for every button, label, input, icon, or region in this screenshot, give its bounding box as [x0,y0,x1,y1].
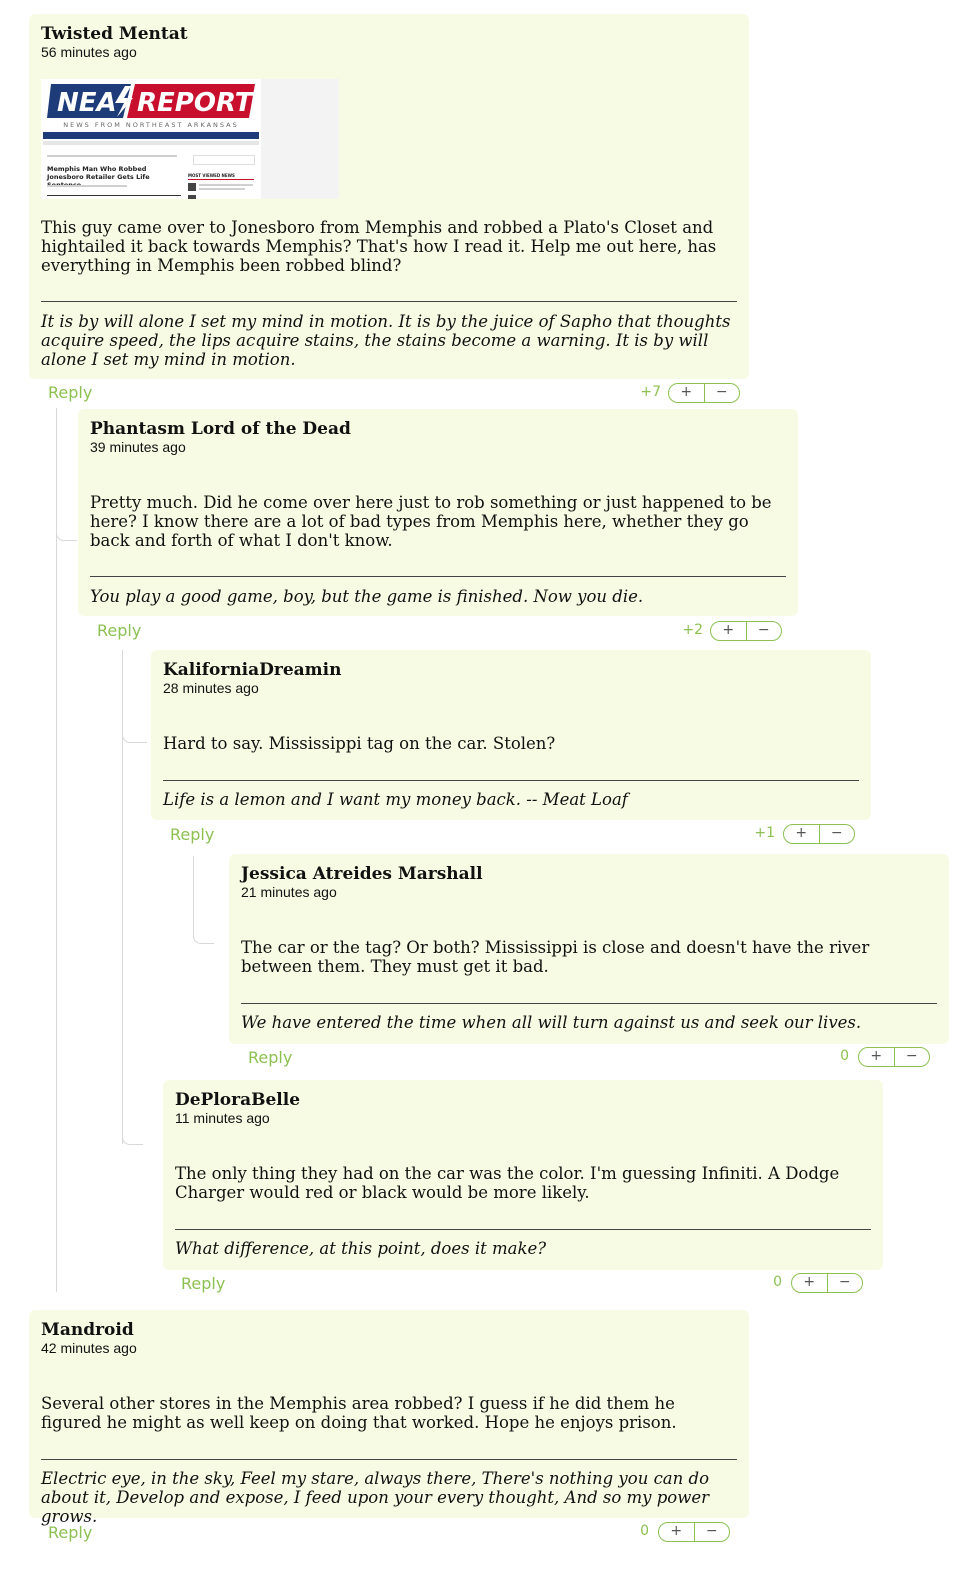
reply-button[interactable]: Reply [48,383,93,402]
upvote-button[interactable]: + [803,1274,816,1290]
vote-score: +1 [754,825,775,841]
comment-signature: Life is a lemon and I want my money back. -- Meat Loaf [163,790,628,809]
comment-body: This guy came over to Jonesboro from Memphis and robbed a Plato's Closet and hightailed it back towards Memphis? That's how I read it. Help me out here, has everything in Memphis been robbed blind? [41,218,717,275]
reply-button[interactable]: Reply [181,1274,226,1293]
comment-card [163,1080,883,1270]
preview-sidebar-rule [188,179,254,180]
comment-card [78,409,798,616]
upvote-button[interactable]: + [870,1048,883,1064]
vote-control [658,1522,730,1542]
thread-elbow-level-2b [122,1124,143,1145]
preview-breadcrumb-line [47,155,177,157]
comment-author[interactable]: Twisted Mentat [41,24,188,44]
preview-nav-bar [43,132,259,139]
preview-sidebar-line [199,184,253,186]
comment-body: Pretty much. Did he come over here just to rob something or just happened to be here? I know there are a lot of bad types from Memphis here, whether they go back and forth of what I don't know. [90,493,772,550]
comment-body: Several other stores in the Memphis area robbed? I guess if he did them he figured he might as well keep on doing that worked. Hope he enjoys prison. [41,1394,677,1432]
vote-score: 0 [840,1048,849,1064]
preview-sidebar-line [199,188,245,190]
vote-control [791,1273,863,1293]
comment-card [229,854,949,1044]
logo-text-right: REPORT [137,88,253,118]
comment-signature: We have entered the time when all will turn against us and seek our lives. [241,1013,862,1032]
signature-divider [41,301,737,302]
vote-score: +7 [640,384,661,400]
signature-divider [90,576,786,577]
preview-headline: Memphis Man Who Robbed Jonesboro Retailer Gets Life [47,165,150,181]
reply-button[interactable]: Reply [48,1523,93,1542]
vote-score: 0 [773,1274,782,1290]
logo-text-left: NEA [57,88,117,118]
comment-signature: What difference, at this point, does it make? [175,1239,547,1258]
downvote-button[interactable]: − [746,622,782,640]
comment-card [29,1310,749,1526]
reply-button[interactable]: Reply [170,825,215,844]
comment-card [29,14,749,379]
downvote-button[interactable]: − [704,384,740,402]
upvote-button[interactable]: + [670,1523,683,1539]
link-preview-page [41,79,261,199]
thread-elbow-level-3 [193,856,214,944]
vote-score: 0 [640,1523,649,1539]
comment-timestamp: 39 minutes ago [90,439,186,455]
signature-divider [163,780,859,781]
comment-author[interactable]: Phantasm Lord of the Dead [90,419,351,439]
upvote-button[interactable]: + [795,825,808,841]
thread-elbow-level-1 [56,520,77,541]
vote-control [783,824,855,844]
comment-author[interactable]: DePloraBelle [175,1090,301,1110]
comment-signature: You play a good game, boy, but the game is finished. Now you die. [90,587,644,606]
comment-body: Hard to say. Mississippi tag on the car. Stolen? [163,734,556,753]
reply-button[interactable]: Reply [248,1048,293,1067]
reply-button[interactable]: Reply [97,621,142,640]
comment-timestamp: 21 minutes ago [241,884,337,900]
preview-rule-line [47,195,181,196]
preview-meta-line [47,185,127,187]
comment-card [151,650,871,820]
downvote-button[interactable]: − [827,1274,863,1292]
preview-subnav-bar [43,141,259,145]
link-preview-image[interactable] [41,79,339,199]
thread-line-level-1 [56,408,57,1292]
signature-divider [175,1229,871,1230]
preview-sidebar-line [188,195,196,199]
upvote-button[interactable]: + [722,622,735,638]
comment-body: The only thing they had on the car was the color. I'm guessing Infiniti. A Dodge Charger would red or black would be more likely. [175,1164,840,1202]
vote-control [858,1047,930,1067]
downvote-button[interactable]: − [694,1523,730,1541]
comment-signature: Electric eye, in the sky, Feel my stare, always there, There's nothing you can do about it, Develop and expose, I feed upon your every thought, And so my power grows. [41,1469,710,1526]
nea-report-logo [45,82,257,120]
comment-body: The car or the tag? Or both? Mississippi is close and doesn't have the river between them. They must get it bad. [241,938,870,976]
comment-timestamp: 11 minutes ago [175,1110,270,1126]
downvote-button[interactable]: − [894,1048,930,1066]
vote-control [668,383,740,403]
comment-author[interactable]: Jessica Atreides Marshall [241,864,483,884]
signature-divider [41,1459,737,1460]
comment-author[interactable]: Mandroid [41,1320,134,1340]
comment-timestamp: 56 minutes ago [41,44,137,60]
comment-timestamp: 28 minutes ago [163,680,259,696]
comment-author[interactable]: KaliforniaDreamin [163,660,342,680]
downvote-button[interactable]: − [819,825,855,843]
comment-timestamp: 42 minutes ago [41,1340,137,1356]
thread-elbow-level-2a [122,722,147,743]
upvote-button[interactable]: + [680,384,693,400]
vote-control [710,621,782,641]
preview-thumbnail [188,183,196,191]
vote-score: +2 [682,622,703,638]
preview-search-box [193,155,255,165]
logo-tagline: NEWS FROM NORTHEAST ARKANSAS [63,121,239,129]
signature-divider [241,1003,937,1004]
preview-sidebar-title: MOST VIEWED NEWS [188,173,235,178]
comment-signature: It is by will alone I set my mind in motion. It is by the juice of Sapho that thoughts acquire speed, the lips acquire stains, the stains become a warning. It is by will alone I set my mind in motion. [41,312,731,369]
